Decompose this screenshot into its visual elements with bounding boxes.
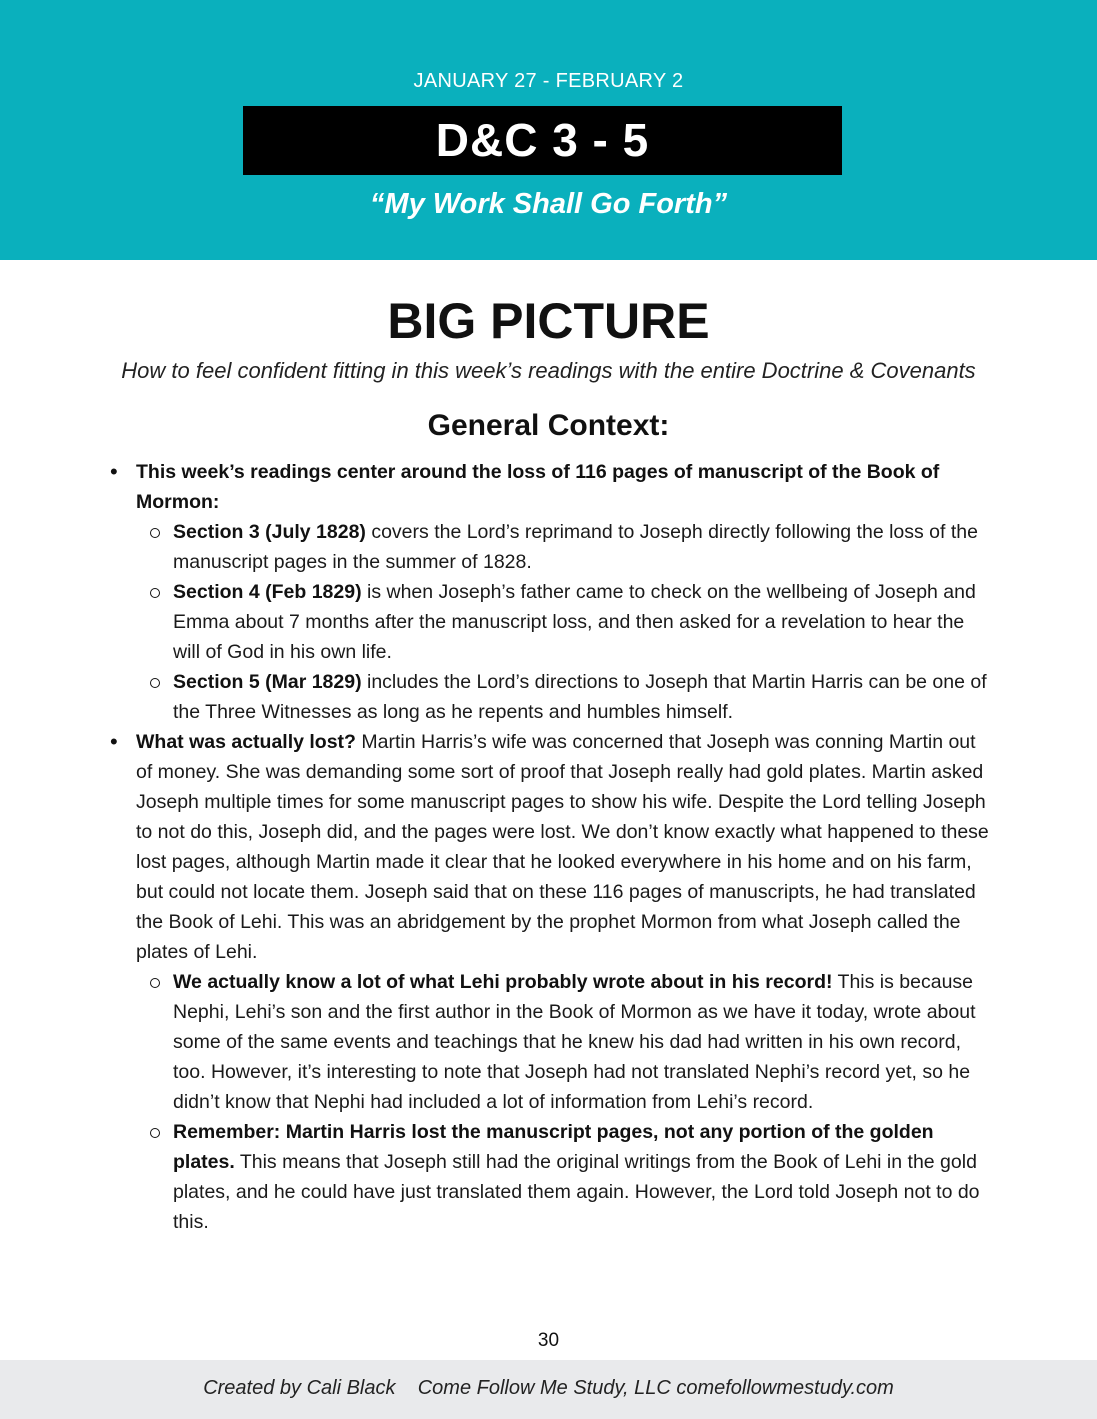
sub-bullet-lehi-record xyxy=(146,967,990,1117)
bullet-bold: What was actually lost? xyxy=(136,731,356,753)
sub-bullet-text: covers the Lord’s reprimand to Joseph directly following the loss of the manuscript pages in the summer of 1828. xyxy=(173,521,978,573)
date-range: JANUARY 27 - FEBRUARY 2 xyxy=(413,70,684,92)
bullet-manuscript-loss xyxy=(110,457,990,727)
section-heading: BIG PICTURE xyxy=(387,293,710,349)
context-heading: General Context: xyxy=(427,409,670,442)
sub-bullet-bold: Remember: Martin Harris lost the manuscript pages, not any portion of the golden plates. xyxy=(173,1121,934,1173)
sub-bullet-bold: Section 5 (Mar 1829) xyxy=(173,671,362,693)
sub-bullet-text: is when Joseph’s father came to check on the wellbeing of Joseph and Emma about 7 months after the manuscript loss, and then asked for a revelation to hear the will of God in his own life. xyxy=(173,581,976,663)
sub-bullet-bold: Section 4 (Feb 1829) xyxy=(173,581,362,603)
sub-bullet-remember xyxy=(146,1117,990,1237)
lesson-title: D&C 3 - 5 xyxy=(243,106,842,175)
page-number: 30 xyxy=(537,1330,560,1351)
sub-bullet-text: includes the Lord’s directions to Joseph that Martin Harris can be one of the Three Witnesses as long as he repents and humbles himself. xyxy=(173,671,987,723)
sub-bullet-section-3 xyxy=(146,517,990,577)
bullet-bold: This week’s readings center around the loss of 116 pages of manuscript of the Book of Mormon: xyxy=(136,461,940,513)
section-tagline: How to feel confident fitting in this week’s readings with the entire Doctrine & Covenants xyxy=(121,358,976,383)
sub-bullet-section-4 xyxy=(146,577,990,667)
lesson-subtitle: “My Work Shall Go Forth” xyxy=(369,188,728,220)
sub-bullet-bold: We actually know a lot of what Lehi probably wrote about in his record! xyxy=(173,971,833,993)
context-list xyxy=(110,457,990,1237)
sub-bullet-text: This is because Nephi, Lehi’s son and the first author in the Book of Mormon as we have it today, wrote about some of the same events and teachings that he knew his dad had written in his own record, too. However, it’s interesting to note that Joseph had not translated Nephi’s record yet, so he didn’t know that Nephi had included a lot of information from Lehi’s record. xyxy=(173,971,976,1113)
bullet-text: Martin Harris’s wife was concerned that Joseph was conning Martin out of money. She was demanding some sort of proof that Joseph really had gold plates. Martin asked Joseph multiple times for some manuscript pages to show his wife. Despite the Lord telling Joseph to not do this, Joseph did, and the pages were lost. We don’t know exactly what happened to these lost pages, although Martin made it clear that he looked everywhere in his home and on his farm, but could not locate them. Joseph said that on these 116 pages of manuscripts, he had translated the Book of Lehi. This was an abridgement by the prophet Mormon from what Joseph called the plates of Lehi. xyxy=(136,731,989,963)
header-banner xyxy=(0,0,1097,260)
sub-bullet-bold: Section 3 (July 1828) xyxy=(173,521,366,543)
sub-bullet-text: This means that Joseph still had the original writings from the Book of Lehi in the gold plates, and he could have just translated them again. However, the Lord told Joseph not to do this. xyxy=(173,1151,980,1233)
footer xyxy=(0,1360,1097,1419)
sub-bullet-section-5 xyxy=(146,667,990,727)
footer-credit: Created by Cali Black Come Follow Me Study, LLC comefollowmestudy.com xyxy=(203,1377,894,1399)
bullet-what-was-lost xyxy=(110,727,990,1237)
